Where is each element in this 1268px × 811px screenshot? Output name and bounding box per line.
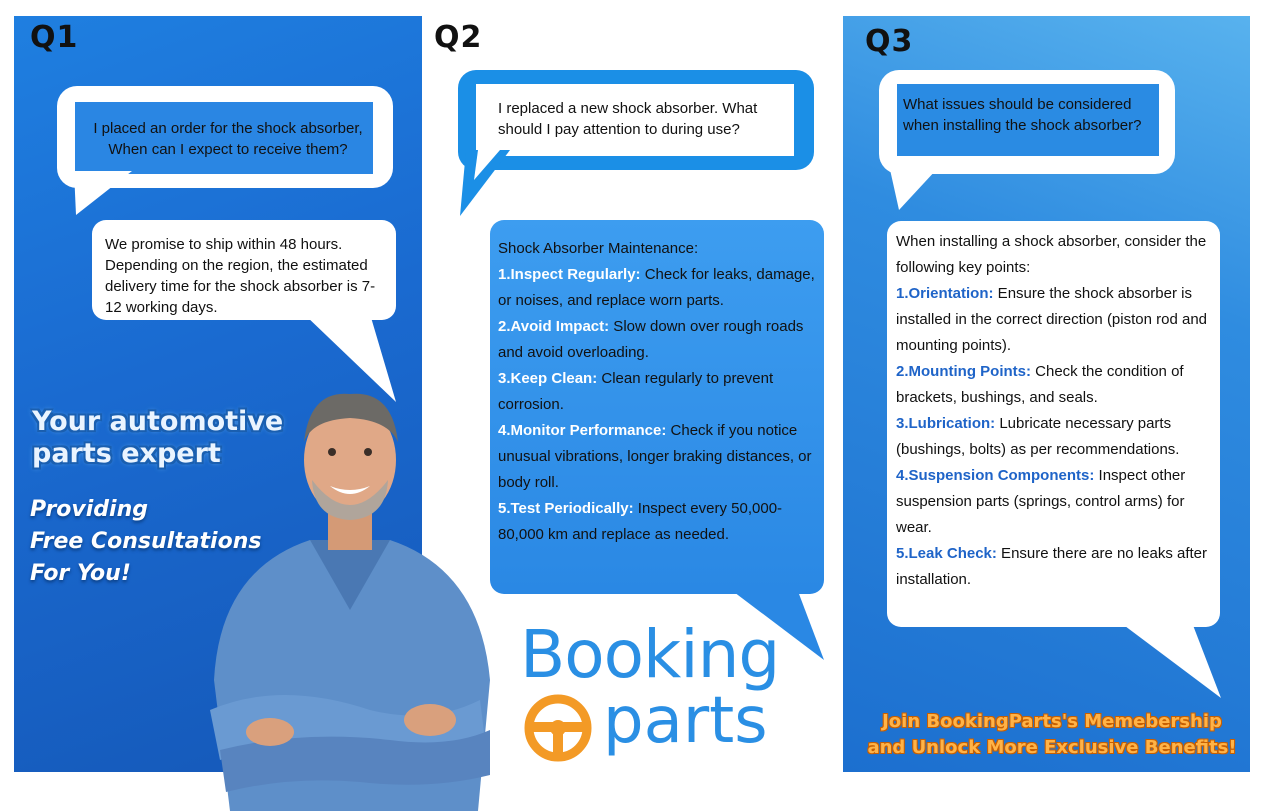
q1-answer-text: We promise to ship within 48 hours. Depending on the region, the estimated delivery time for the shock absorber is 7-12 working days.: [105, 236, 376, 316]
steering-wheel-icon: [524, 694, 592, 762]
q2-item-2: 2.Avoid Impact: Slow down over rough roads and avoid overloading.: [498, 318, 804, 361]
logo-parts-text: parts: [603, 684, 768, 758]
q3-item-5: 5.Leak Check: Ensure there are no leaks after installation.: [896, 545, 1208, 588]
q2-bubble-tail: [456, 150, 512, 220]
q2-item-1: 1.Inspect Regularly: Check for leaks, damage, or noises, and replace worn parts.: [498, 266, 815, 309]
q3-answer-intro: When installing a shock absorber, consider the following key points:: [896, 233, 1207, 276]
q3-answer-bubble: [887, 221, 1220, 627]
q3-question-text: What issues should be considered when installing the shock absorber?: [903, 96, 1142, 134]
q2-item-3: 3.Keep Clean: Clean regularly to prevent corrosion.: [498, 370, 774, 413]
q2-item-5: 5.Test Periodically: Inspect every 50,000-80,000 km and replace as needed.: [498, 500, 783, 543]
q3-item-2: 2.Mounting Points: Check the condition of brackets, bushings, and seals.: [896, 363, 1184, 406]
q3-item-1: 1.Orientation: Ensure the shock absorber is installed in the correct direction (piston rod and mounting points).: [896, 285, 1208, 354]
q3-item-3: 3.Lubrication: Lubricate necessary parts (bushings, bolts) as per recommendations.: [896, 415, 1180, 458]
q2-item-4: 4.Monitor Performance: Check if you notice unusual vibrations, longer braking distances, or body roll.: [498, 422, 812, 491]
q1-bubble-tail: [74, 171, 144, 221]
q2-answer-bubble: [490, 220, 824, 594]
q3-item-4: 4.Suspension Components: Inspect other suspension parts (springs, control arms) for wear.: [896, 467, 1186, 536]
q1-question-text: I placed an order for the shock absorber, When can I expect to receive them?: [93, 120, 363, 158]
mechanic-photo: [200, 380, 500, 811]
panel-q3: [843, 16, 1250, 772]
membership-promo: Join BookingParts's Memebership and Unlock More Exclusive Benefits!: [867, 711, 1237, 758]
q3-answer-tail: [1117, 620, 1225, 702]
q2-question-text: I replaced a new shock absorber. What should I pay attention to during use?: [498, 100, 758, 138]
q2-label: Q2: [434, 20, 483, 55]
q3-bubble-tail: [887, 156, 957, 214]
promo-subtitle: Providing Free Consultations For You!: [30, 497, 262, 586]
q1-label: Q1: [30, 20, 79, 55]
q3-label: Q3: [865, 24, 914, 59]
q2-answer-intro: Shock Absorber Maintenance:: [498, 240, 699, 257]
logo-booking-text: Booking: [520, 616, 780, 693]
q1-answer-bubble: [92, 220, 396, 320]
promo-title: Your automotive parts expert: [32, 406, 284, 469]
